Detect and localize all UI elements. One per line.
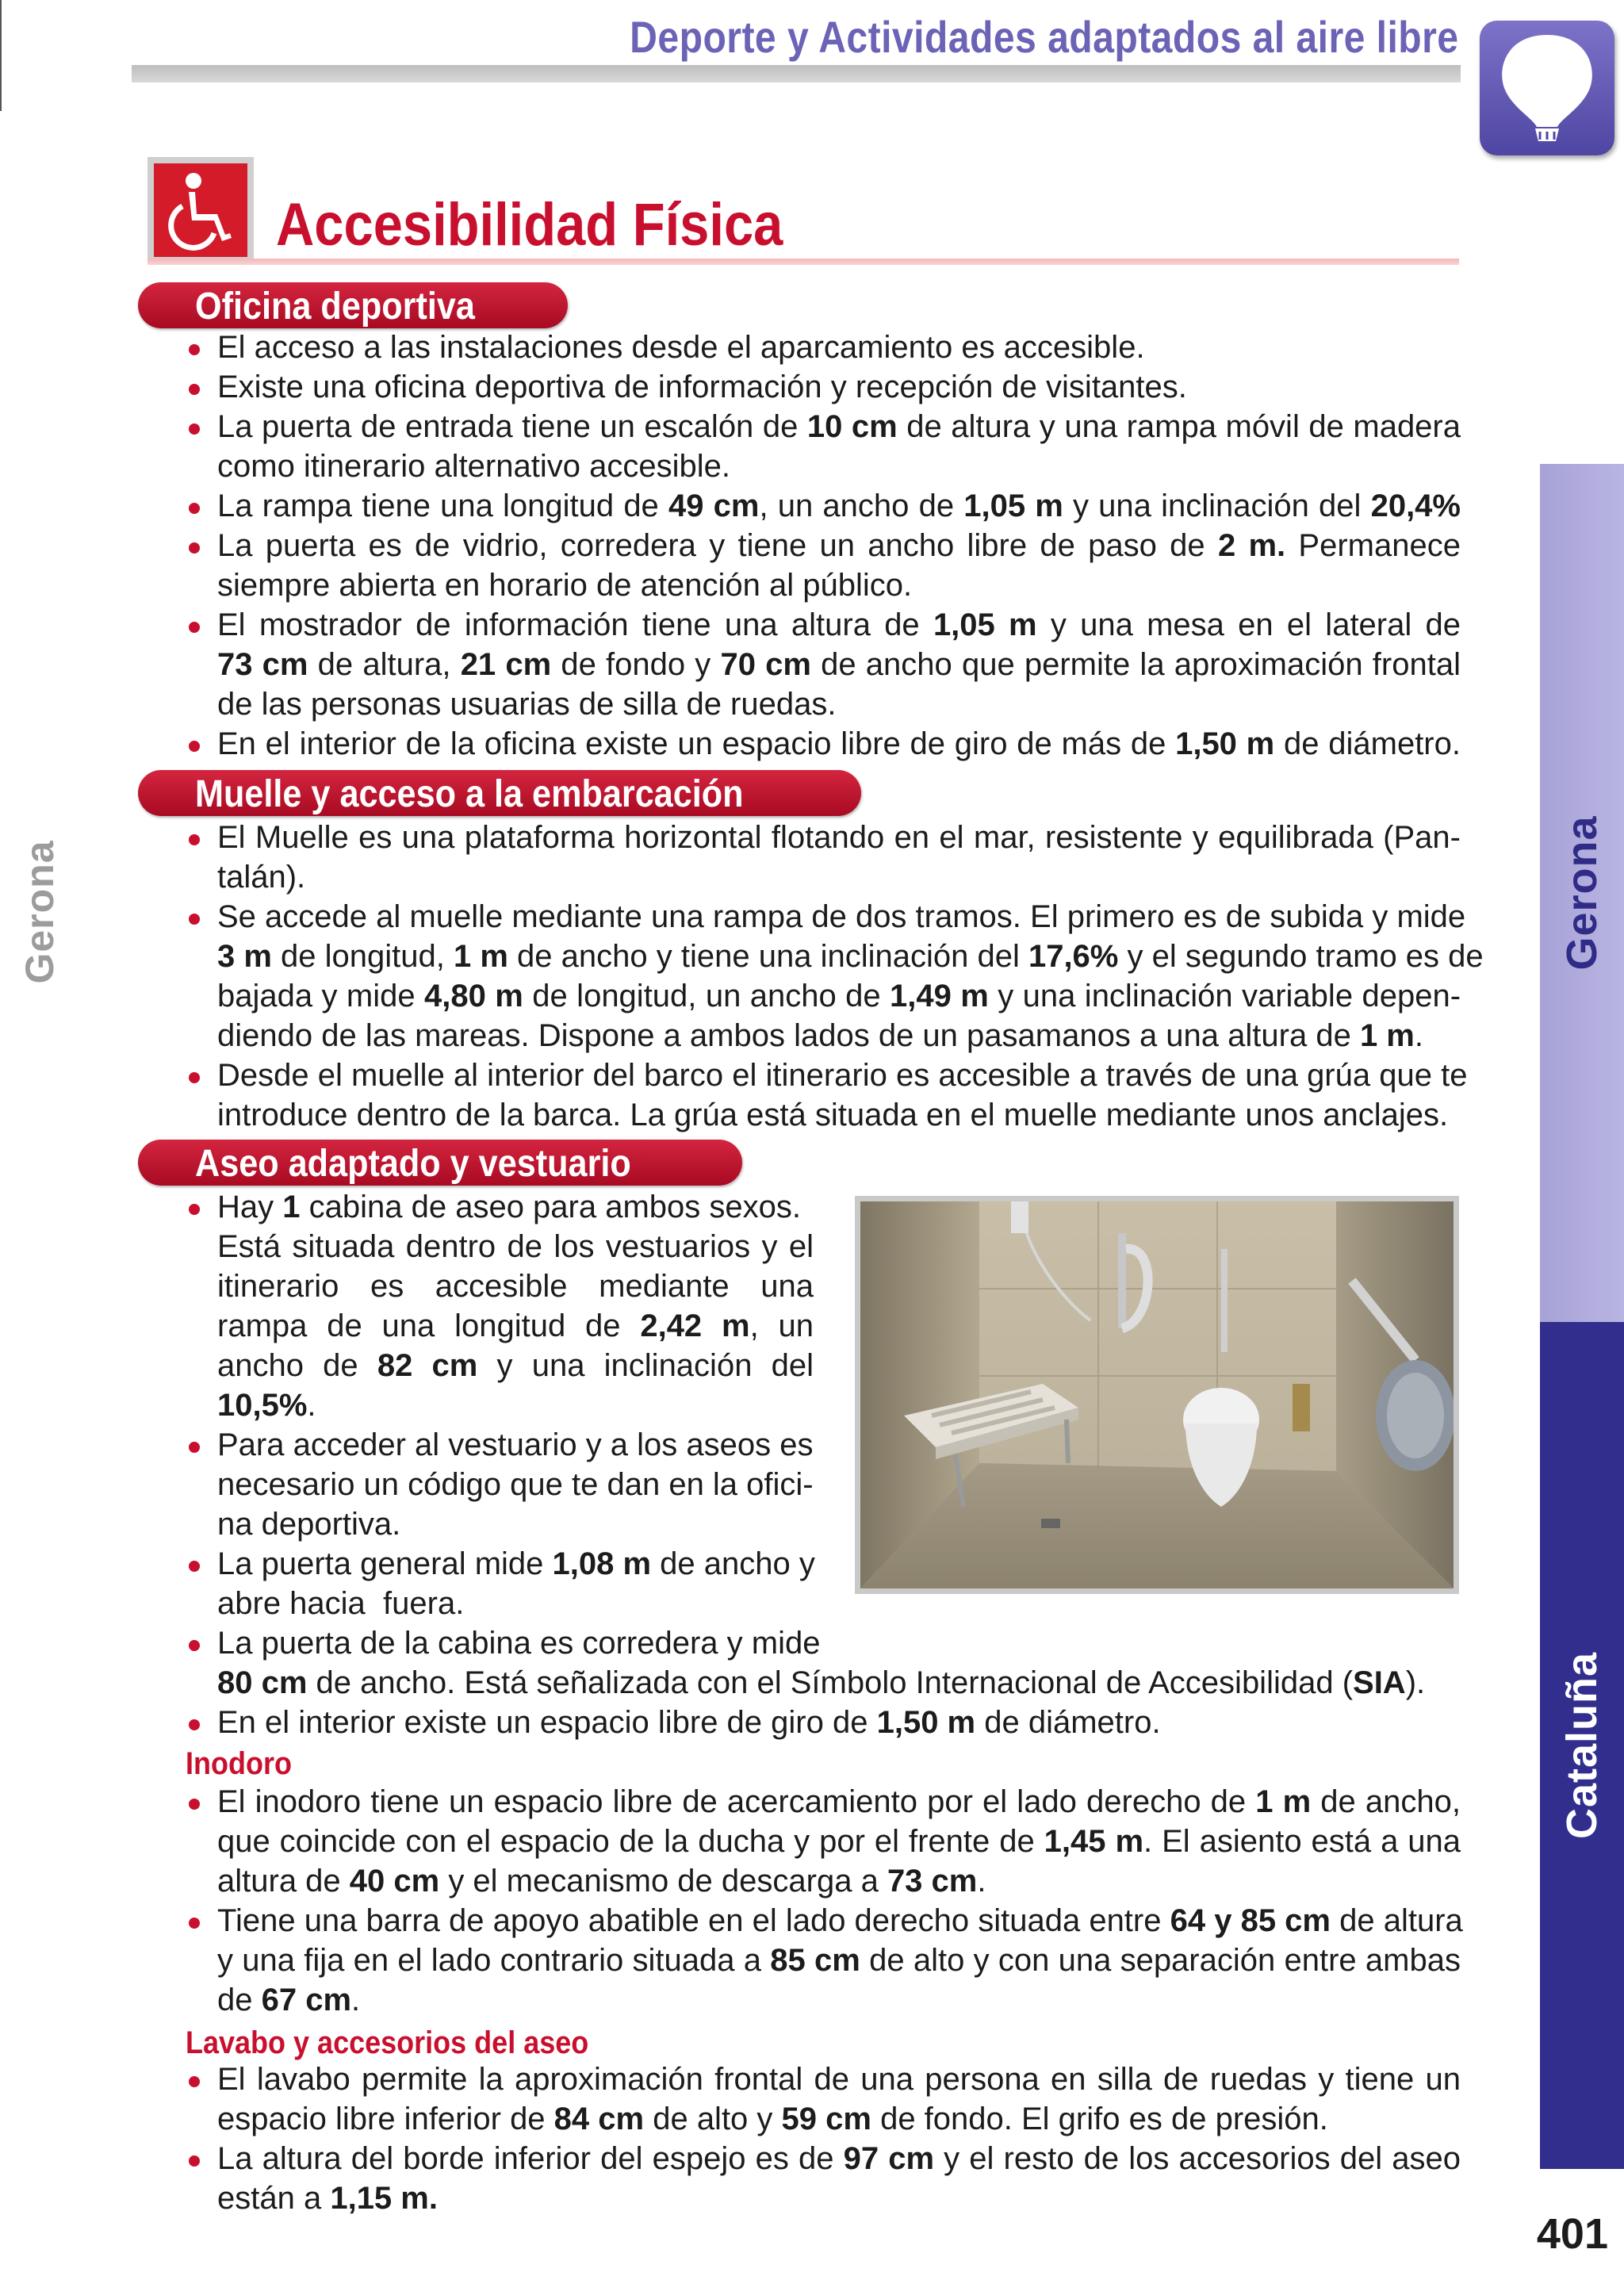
text: de altura, [308, 647, 461, 682]
list-item-continuation [217, 1507, 400, 1542]
header-bar [132, 65, 1461, 82]
text: na deportiva. [217, 1507, 401, 1542]
bullet [189, 2076, 200, 2087]
list-item-continuation [217, 1348, 814, 1384]
list-item-continuation [217, 687, 836, 722]
list-item-continuation [217, 1098, 1448, 1133]
list-item [217, 726, 1461, 762]
section-heading-oficina [138, 282, 568, 328]
bullet [189, 1442, 200, 1453]
text: y el mecanismo de descarga a [439, 1864, 887, 1899]
text-bold: 1,49 m [890, 979, 989, 1013]
text: de [217, 1983, 262, 2017]
text: . El asiento está a una [1143, 1824, 1461, 1859]
text: y una inclinación variable depen- [988, 979, 1461, 1013]
text: . [977, 1864, 986, 1899]
list-item-continuation [217, 449, 730, 485]
text: La rampa tiene una longitud de [217, 489, 668, 523]
list-item-continuation [217, 568, 912, 603]
left-margin-rule [0, 0, 2, 111]
side-tab-province-label: Gerona [1558, 815, 1606, 971]
bullet [189, 1561, 200, 1572]
text: Tiene una barra de apoyo abatible en el lado derecho situada entre [217, 1903, 1170, 1938]
text: En el interior de la oficina existe un espacio libre de giro de más de [217, 726, 1176, 761]
title-underline [147, 259, 1459, 265]
list-item [217, 607, 1461, 643]
list-item [217, 330, 1145, 366]
text: de alto y [644, 2102, 782, 2136]
text: y una inclinación del [1063, 489, 1371, 523]
list-item-continuation [217, 1269, 814, 1305]
list-item [217, 1546, 815, 1582]
subheading-lavabo: Lavabo y accesorios del aseo [186, 2025, 589, 2060]
text: de longitud, [271, 939, 454, 974]
text-bold: 82 cm [377, 1348, 478, 1383]
list-item [217, 409, 1461, 445]
text: La puerta de la cabina es corredera y mide [217, 1626, 821, 1661]
text: de ancho que permite la aproximación frontal [810, 647, 1461, 682]
list-item [217, 1705, 1161, 1741]
text: espacio libre inferior de [217, 2102, 554, 2136]
text-bold: 1,05 m [963, 489, 1063, 523]
text: El mostrador de información tiene una altura de [217, 607, 933, 642]
text-bold: 2 m. [1217, 528, 1286, 563]
wheelchair-accessibility-icon [147, 157, 254, 263]
text: y el segundo tramo es de [1118, 939, 1484, 974]
side-label-left [0, 793, 79, 1031]
text-bold: 3 m [217, 939, 272, 974]
list-item [217, 528, 1461, 564]
text-bold: 4,80 m [424, 979, 523, 1013]
text-bold: 10,5% [217, 1388, 308, 1423]
list-item-continuation [217, 1467, 814, 1503]
bullet [189, 834, 200, 845]
text: de ancho, [1311, 1784, 1461, 1819]
text: Hay [217, 1190, 283, 1224]
list-item [217, 2141, 1461, 2177]
text: abre hacia fuera. [217, 1586, 465, 1621]
text: Desde el muelle al interior del barco el itinerario es accesible a través de una grúa que te [217, 1058, 1468, 1093]
text: ). [1405, 1665, 1426, 1700]
bullet [189, 384, 200, 395]
list-item-continuation [217, 1586, 464, 1622]
text: de altura [1331, 1903, 1463, 1938]
bullet [189, 2155, 200, 2167]
text-bold: 80 cm [217, 1665, 308, 1700]
bullet [189, 1799, 200, 1810]
text: de fondo. El grifo es de presión. [871, 2102, 1328, 2136]
text-bold: 1,08 m [552, 1546, 652, 1581]
text: de ancho y [651, 1546, 815, 1581]
bullet [189, 622, 200, 633]
list-item-continuation [217, 1665, 1425, 1701]
text: cabina de aseo para ambos sexos. [300, 1190, 802, 1224]
list-item [217, 899, 1466, 935]
list-item-continuation [217, 2102, 1328, 2137]
list-item-continuation [217, 860, 305, 895]
side-tab-region [1540, 1322, 1624, 2169]
text: Se accede al muelle mediante una rampa de dos tramos. El primero es de subida y mide [217, 899, 1466, 934]
text: El inodoro tiene un espacio libre de acercamiento por el lado derecho de [217, 1784, 1256, 1819]
text: siempre abierta en horario de atención al público. [217, 568, 913, 603]
text-bold: 1,45 m [1044, 1824, 1144, 1859]
text-bold: 70 cm [720, 647, 811, 682]
text-bold: 67 cm [261, 1983, 352, 2017]
text: y una fija en el lado contrario situada a [217, 1943, 771, 1978]
text: El acceso a las instalaciones desde el aparcamiento es accesible. [217, 330, 1145, 365]
text-bold: 1 [282, 1190, 301, 1224]
section-heading-muelle-text: Muelle y acceso a la embarcación [195, 773, 744, 815]
side-label-left-text: Gerona [17, 840, 62, 984]
text-bold: 10 cm [806, 409, 898, 444]
text-bold: 85 cm [770, 1943, 860, 1978]
bullet [189, 1918, 200, 1929]
bullet [189, 1719, 200, 1730]
list-item [217, 1427, 814, 1463]
bullet [189, 423, 200, 435]
text-bold: 73 cm [217, 647, 308, 682]
accessible-bathroom-photo [855, 1196, 1459, 1594]
text: diendo de las mareas. Dispone a ambos lados de un pasamanos a una altura de [217, 1018, 1360, 1053]
text-bold: 84 cm [553, 2102, 645, 2136]
text: de ancho. Está señalizada con el Símbolo Internacional de Accesibilidad ( [307, 1665, 1354, 1700]
text: La altura del borde inferior del espejo es de [217, 2141, 844, 2176]
list-item-continuation [217, 1943, 1461, 1979]
list-item-continuation [217, 1388, 316, 1423]
text: de altura y una rampa móvil de madera [897, 409, 1461, 444]
bullet [189, 503, 200, 514]
bullet [189, 1072, 200, 1083]
list-item [217, 1190, 801, 1225]
text: La puerta de entrada tiene un escalón de [217, 409, 807, 444]
text: Para acceder al vestuario y a los aseos es [217, 1427, 814, 1462]
text: de diámetro. [975, 1705, 1161, 1740]
list-item [217, 1784, 1461, 1820]
list-item [217, 820, 1461, 856]
text: que coincide con el espacio de la ducha y por el frente de [217, 1824, 1044, 1859]
text-bold: 97 cm [843, 2141, 935, 2176]
section-heading-aseo [138, 1140, 742, 1186]
text-bold: 2,42 m [640, 1309, 750, 1343]
bullet [189, 741, 200, 752]
bullet [189, 1640, 200, 1651]
subheading-inodoro: Inodoro [186, 1746, 292, 1781]
list-item-continuation [217, 979, 1461, 1014]
text: El Muelle es una plataforma horizontal flotando en el mar, resistente y equilibrada (Pan- [217, 820, 1461, 855]
text: Está situada dentro de los vestuarios y el [217, 1229, 814, 1264]
text: están a [217, 2181, 331, 2216]
text: altura de [217, 1864, 350, 1899]
list-item-continuation [217, 1018, 1423, 1054]
side-tab-province [1540, 464, 1624, 1322]
text: Permanece [1285, 528, 1461, 563]
list-item [217, 1903, 1461, 1939]
list-item-continuation [217, 939, 1484, 975]
list-item-continuation [217, 1309, 814, 1344]
text: de las personas usuarias de silla de ruedas. [217, 687, 837, 722]
text: ancho de [217, 1348, 377, 1383]
text: como itinerario alternativo accesible. [217, 449, 730, 484]
text: necesario un código que te dan en la ofici- [217, 1467, 814, 1502]
list-item-continuation [217, 647, 1461, 683]
text-bold: 1 m [454, 939, 508, 974]
text: En el interior existe un espacio libre de giro de [217, 1705, 877, 1740]
text-bold: 20,4% [1370, 489, 1461, 523]
text: introduce dentro de la barca. La grúa está situada en el muelle mediante unos anclajes. [217, 1098, 1449, 1132]
list-item [217, 1058, 1468, 1094]
list-item [217, 370, 1187, 405]
list-item-continuation [217, 1824, 1461, 1860]
text: Existe una oficina deportiva de información y recepción de visitantes. [217, 370, 1187, 404]
list-item [217, 489, 1461, 524]
text-bold: 21 cm [460, 647, 552, 682]
text-bold: 1,15 m. [330, 2181, 438, 2216]
page-title: Accesibilidad Física [276, 191, 783, 259]
list-item-continuation [217, 2181, 438, 2217]
bullet [189, 344, 200, 355]
text-bold: 1,05 m [933, 607, 1037, 642]
text: y una mesa en el lateral de [1036, 607, 1461, 642]
text: . [1414, 1018, 1423, 1053]
text-bold: 40 cm [349, 1864, 440, 1899]
text: y el resto de los accesorios del aseo [934, 2141, 1461, 2176]
text: talán). [217, 860, 306, 895]
bullet [189, 542, 200, 554]
side-tab-region-label: Cataluña [1558, 1651, 1606, 1840]
text-bold: 64 y 85 cm [1170, 1903, 1331, 1938]
text: La puerta es de vidrio, corredera y tiene un ancho libre de paso de [217, 528, 1218, 563]
text: , un ancho de [759, 489, 964, 523]
page-number: 401 [1536, 2210, 1608, 2258]
text-bold: 59 cm [781, 2102, 871, 2136]
text: . [307, 1388, 316, 1423]
section-heading-oficina-text: Oficina deportiva [195, 285, 475, 328]
text: La puerta general mide [217, 1546, 553, 1581]
text: rampa de una longitud de [217, 1309, 641, 1343]
text-bold: 1 m [1255, 1784, 1312, 1819]
bullet [189, 914, 200, 925]
text-bold: 49 cm [668, 489, 760, 523]
text: de diámetro. [1274, 726, 1461, 761]
bullet [189, 1204, 200, 1215]
text-bold: SIA [1353, 1665, 1406, 1700]
list-item [217, 1626, 820, 1661]
text: de fondo y [551, 647, 721, 682]
list-item-continuation [217, 1229, 814, 1265]
text-bold: 1,50 m [1175, 726, 1275, 761]
text-bold: 17,6% [1028, 939, 1119, 974]
section-heading-aseo-text: Aseo adaptado y vestuario [195, 1143, 631, 1185]
text: El lavabo permite la aproximación frontal de una persona en silla de ruedas y tiene un [217, 2062, 1461, 2097]
text-bold: 73 cm [887, 1864, 978, 1899]
text: y una inclinación del [477, 1348, 814, 1383]
list-item-continuation [217, 1983, 360, 2018]
text: de ancho y tiene una inclinación del [508, 939, 1028, 974]
section-heading-muelle [138, 770, 861, 816]
text: . [351, 1983, 361, 2017]
header-title: Deporte y Actividades adaptados al aire libre [630, 12, 1459, 62]
list-item [217, 2062, 1461, 2098]
text-bold: 1 m [1359, 1018, 1415, 1053]
text: de alto y con una separación entre ambas [860, 1943, 1461, 1978]
text: , un [749, 1309, 814, 1343]
text: itinerario es accesible mediante una [217, 1269, 814, 1304]
hot-air-balloon-icon [1480, 21, 1614, 155]
text-bold: 1,50 m [876, 1705, 976, 1740]
list-item-continuation [217, 1864, 986, 1899]
text: de longitud, un ancho de [523, 979, 891, 1013]
text: bajada y mide [217, 979, 425, 1013]
